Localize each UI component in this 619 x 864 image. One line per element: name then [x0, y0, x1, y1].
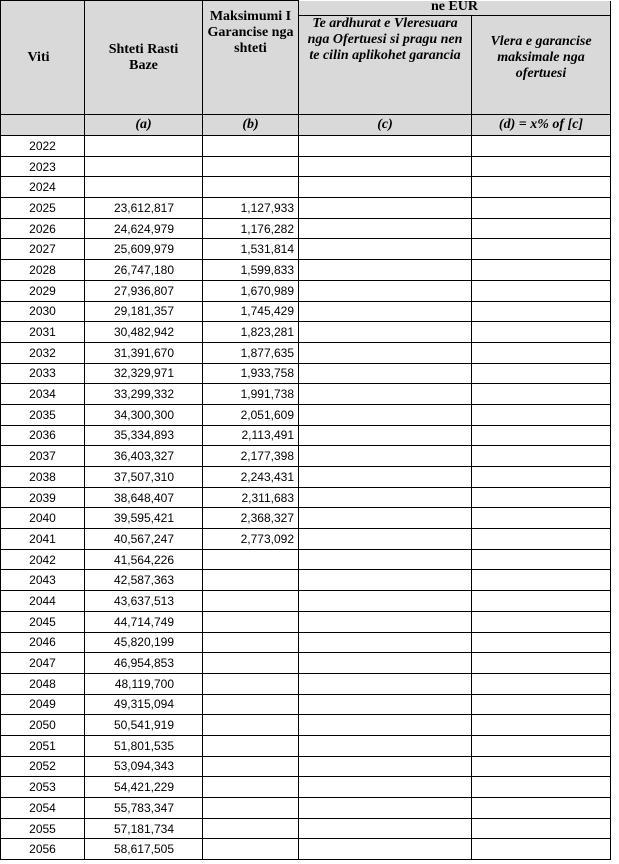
cell-b — [203, 156, 299, 177]
table-row — [1, 653, 611, 674]
cell-b — [203, 694, 299, 715]
cell-year: 2030 — [1, 301, 85, 322]
cell-year: 2045 — [1, 611, 85, 632]
cell-d — [472, 239, 611, 260]
cell-d — [472, 467, 611, 488]
table-row — [1, 446, 611, 467]
cell-d — [472, 404, 611, 425]
cell-year: 2056 — [1, 839, 85, 860]
cell-c — [299, 839, 472, 860]
cell-d — [472, 384, 611, 405]
cell-b: 1,877,635 — [203, 342, 299, 363]
cell-c — [299, 156, 472, 177]
table-row — [1, 156, 611, 177]
cell-year: 2023 — [1, 156, 85, 177]
cell-year: 2040 — [1, 508, 85, 529]
cell-year: 2054 — [1, 798, 85, 819]
cell-c — [299, 239, 472, 260]
cell-a: 51,801,535 — [85, 735, 203, 756]
cell-d — [472, 694, 611, 715]
cell-d — [472, 322, 611, 343]
cell-year: 2055 — [1, 818, 85, 839]
table-row — [1, 777, 611, 798]
cell-a: 48,119,700 — [85, 673, 203, 694]
cell-year: 2028 — [1, 260, 85, 281]
table-row — [1, 508, 611, 529]
cell-c — [299, 798, 472, 819]
table-row — [1, 632, 611, 653]
cell-a: 34,300,300 — [85, 404, 203, 425]
cell-d — [472, 342, 611, 363]
table-row — [1, 342, 611, 363]
cell-d — [472, 280, 611, 301]
cell-year: 2033 — [1, 363, 85, 384]
cell-year: 2047 — [1, 653, 85, 674]
header-row-top — [1, 1, 611, 16]
cell-d — [472, 549, 611, 570]
cell-b: 1,599,833 — [203, 260, 299, 281]
cell-b — [203, 591, 299, 612]
cell-d — [472, 508, 611, 529]
cell-b: 1,823,281 — [203, 322, 299, 343]
cell-a: 42,587,363 — [85, 570, 203, 591]
cell-d — [472, 591, 611, 612]
cell-b: 2,243,431 — [203, 467, 299, 488]
cell-a: 41,564,226 — [85, 549, 203, 570]
cell-b — [203, 839, 299, 860]
cell-c — [299, 570, 472, 591]
cell-year: 2022 — [1, 136, 85, 157]
cell-b — [203, 653, 299, 674]
table-row — [1, 487, 611, 508]
cell-d — [472, 653, 611, 674]
cell-c — [299, 404, 472, 425]
cell-year: 2029 — [1, 280, 85, 301]
cell-c — [299, 301, 472, 322]
table-row — [1, 673, 611, 694]
cell-a: 24,624,979 — [85, 218, 203, 239]
cell-year: 2053 — [1, 777, 85, 798]
table-row — [1, 425, 611, 446]
cell-a: 58,617,505 — [85, 839, 203, 860]
cell-d — [472, 818, 611, 839]
cell-year: 2027 — [1, 239, 85, 260]
cell-b — [203, 632, 299, 653]
cell-year: 2031 — [1, 322, 85, 343]
subheader-row — [1, 115, 611, 136]
cell-c — [299, 384, 472, 405]
table-row — [1, 818, 611, 839]
cell-d — [472, 611, 611, 632]
cell-year: 2049 — [1, 694, 85, 715]
cell-b: 1,933,758 — [203, 363, 299, 384]
table-row — [1, 384, 611, 405]
cell-b — [203, 177, 299, 198]
table-row — [1, 591, 611, 612]
currency-label: ne EUR — [299, 1, 611, 16]
cell-d — [472, 260, 611, 281]
table-row — [1, 798, 611, 819]
cell-a: 36,403,327 — [85, 446, 203, 467]
table-row — [1, 467, 611, 488]
cell-d — [472, 218, 611, 239]
table-row — [1, 198, 611, 219]
cell-year: 2041 — [1, 529, 85, 550]
cell-a: 53,094,343 — [85, 756, 203, 777]
cell-c — [299, 735, 472, 756]
cell-a: 54,421,229 — [85, 777, 203, 798]
cell-a: 50,541,919 — [85, 715, 203, 736]
cell-year: 2037 — [1, 446, 85, 467]
table-row — [1, 280, 611, 301]
cell-b — [203, 777, 299, 798]
cell-b: 2,773,092 — [203, 529, 299, 550]
cell-b — [203, 798, 299, 819]
table-row — [1, 839, 611, 860]
cell-year: 2046 — [1, 632, 85, 653]
subheader-c: (c) — [299, 115, 472, 136]
cell-a: 35,334,893 — [85, 425, 203, 446]
cell-a: 38,648,407 — [85, 487, 203, 508]
cell-year: 2035 — [1, 404, 85, 425]
cell-b: 2,051,609 — [203, 404, 299, 425]
cell-year: 2052 — [1, 756, 85, 777]
cell-c — [299, 342, 472, 363]
cell-c — [299, 218, 472, 239]
cell-b — [203, 673, 299, 694]
cell-year: 2025 — [1, 198, 85, 219]
table-row — [1, 611, 611, 632]
cell-d — [472, 425, 611, 446]
cell-b — [203, 818, 299, 839]
cell-b — [203, 756, 299, 777]
cell-d — [472, 839, 611, 860]
cell-a: 44,714,749 — [85, 611, 203, 632]
table-row — [1, 756, 611, 777]
table-row — [1, 239, 611, 260]
cell-c — [299, 529, 472, 550]
col-header-a: Shteti Rasti Baze — [85, 1, 203, 115]
cell-year: 2034 — [1, 384, 85, 405]
cell-c — [299, 446, 472, 467]
cell-c — [299, 322, 472, 343]
col-header-year: Viti — [1, 1, 85, 115]
table-row — [1, 735, 611, 756]
cell-year: 2039 — [1, 487, 85, 508]
cell-b: 2,311,683 — [203, 487, 299, 508]
cell-a: 43,637,513 — [85, 591, 203, 612]
cell-a: 57,181,734 — [85, 818, 203, 839]
cell-a: 33,299,332 — [85, 384, 203, 405]
cell-year: 2024 — [1, 177, 85, 198]
cell-d — [472, 198, 611, 219]
cell-year: 2036 — [1, 425, 85, 446]
cell-c — [299, 549, 472, 570]
cell-a: 40,567,247 — [85, 529, 203, 550]
cell-a: 39,595,421 — [85, 508, 203, 529]
cell-d — [472, 363, 611, 384]
cell-c — [299, 280, 472, 301]
cell-b: 1,670,989 — [203, 280, 299, 301]
cell-c — [299, 777, 472, 798]
cell-a: 49,315,094 — [85, 694, 203, 715]
cell-b: 2,368,327 — [203, 508, 299, 529]
table-row — [1, 136, 611, 157]
cell-b — [203, 136, 299, 157]
cell-a: 55,783,347 — [85, 798, 203, 819]
table-row — [1, 260, 611, 281]
col-header-c: Te ardhurat e Vleresuara nga Ofertuesi si pragu nen te cilin aplikohet garancia — [299, 16, 472, 115]
cell-a: 32,329,971 — [85, 363, 203, 384]
cell-a — [85, 156, 203, 177]
cell-c — [299, 487, 472, 508]
cell-a: 29,181,357 — [85, 301, 203, 322]
cell-c — [299, 818, 472, 839]
cell-c — [299, 673, 472, 694]
cell-d — [472, 798, 611, 819]
cell-year: 2051 — [1, 735, 85, 756]
cell-b — [203, 735, 299, 756]
cell-c — [299, 177, 472, 198]
cell-c — [299, 653, 472, 674]
cell-b: 1,991,738 — [203, 384, 299, 405]
cell-d — [472, 570, 611, 591]
cell-year: 2042 — [1, 549, 85, 570]
cell-c — [299, 467, 472, 488]
cell-d — [472, 715, 611, 736]
cell-d — [472, 632, 611, 653]
table-row — [1, 529, 611, 550]
cell-d — [472, 487, 611, 508]
table-body — [1, 136, 611, 860]
cell-a: 26,747,180 — [85, 260, 203, 281]
cell-b — [203, 549, 299, 570]
cell-d — [472, 673, 611, 694]
col-header-d: Vlera e garancise maksimale nga ofertuesi — [472, 16, 611, 115]
cell-c — [299, 425, 472, 446]
cell-c — [299, 611, 472, 632]
cell-c — [299, 756, 472, 777]
cell-c — [299, 591, 472, 612]
cell-year: 2032 — [1, 342, 85, 363]
cell-a: 31,391,670 — [85, 342, 203, 363]
cell-b — [203, 611, 299, 632]
cell-b: 2,177,398 — [203, 446, 299, 467]
cell-c — [299, 508, 472, 529]
cell-b: 1,531,814 — [203, 239, 299, 260]
cell-c — [299, 694, 472, 715]
table-row — [1, 177, 611, 198]
subheader-b: (b) — [203, 115, 299, 136]
table-row — [1, 301, 611, 322]
cell-d — [472, 446, 611, 467]
table-row — [1, 404, 611, 425]
cell-a: 45,820,199 — [85, 632, 203, 653]
cell-b — [203, 570, 299, 591]
cell-a: 27,936,807 — [85, 280, 203, 301]
cell-year: 2026 — [1, 218, 85, 239]
col-header-b: Maksimumi I Garancise nga shteti — [203, 1, 299, 115]
table-row — [1, 715, 611, 736]
cell-year: 2038 — [1, 467, 85, 488]
cell-d — [472, 301, 611, 322]
cell-a — [85, 136, 203, 157]
cell-a: 37,507,310 — [85, 467, 203, 488]
table-row — [1, 218, 611, 239]
cell-d — [472, 136, 611, 157]
cell-year: 2043 — [1, 570, 85, 591]
table-row — [1, 570, 611, 591]
cell-b: 1,745,429 — [203, 301, 299, 322]
cell-b: 1,176,282 — [203, 218, 299, 239]
cell-year: 2048 — [1, 673, 85, 694]
cell-a: 25,609,979 — [85, 239, 203, 260]
table-row — [1, 322, 611, 343]
subheader-d: (d) = x% of [c] — [472, 115, 611, 136]
cell-b — [203, 715, 299, 736]
cell-a: 30,482,942 — [85, 322, 203, 343]
cell-b: 1,127,933 — [203, 198, 299, 219]
cell-year: 2050 — [1, 715, 85, 736]
table-row — [1, 549, 611, 570]
cell-d — [472, 735, 611, 756]
table-row — [1, 363, 611, 384]
cell-b: 2,113,491 — [203, 425, 299, 446]
cell-a — [85, 177, 203, 198]
subheader-year-blank — [1, 115, 85, 136]
cell-c — [299, 632, 472, 653]
cell-c — [299, 363, 472, 384]
cell-d — [472, 777, 611, 798]
cell-c — [299, 198, 472, 219]
cell-d — [472, 529, 611, 550]
cell-c — [299, 136, 472, 157]
cell-a: 23,612,817 — [85, 198, 203, 219]
cell-c — [299, 715, 472, 736]
table-row — [1, 694, 611, 715]
cell-a: 46,954,853 — [85, 653, 203, 674]
subheader-a: (a) — [85, 115, 203, 136]
cell-year: 2044 — [1, 591, 85, 612]
cell-d — [472, 756, 611, 777]
cell-c — [299, 260, 472, 281]
cell-d — [472, 156, 611, 177]
cell-d — [472, 177, 611, 198]
